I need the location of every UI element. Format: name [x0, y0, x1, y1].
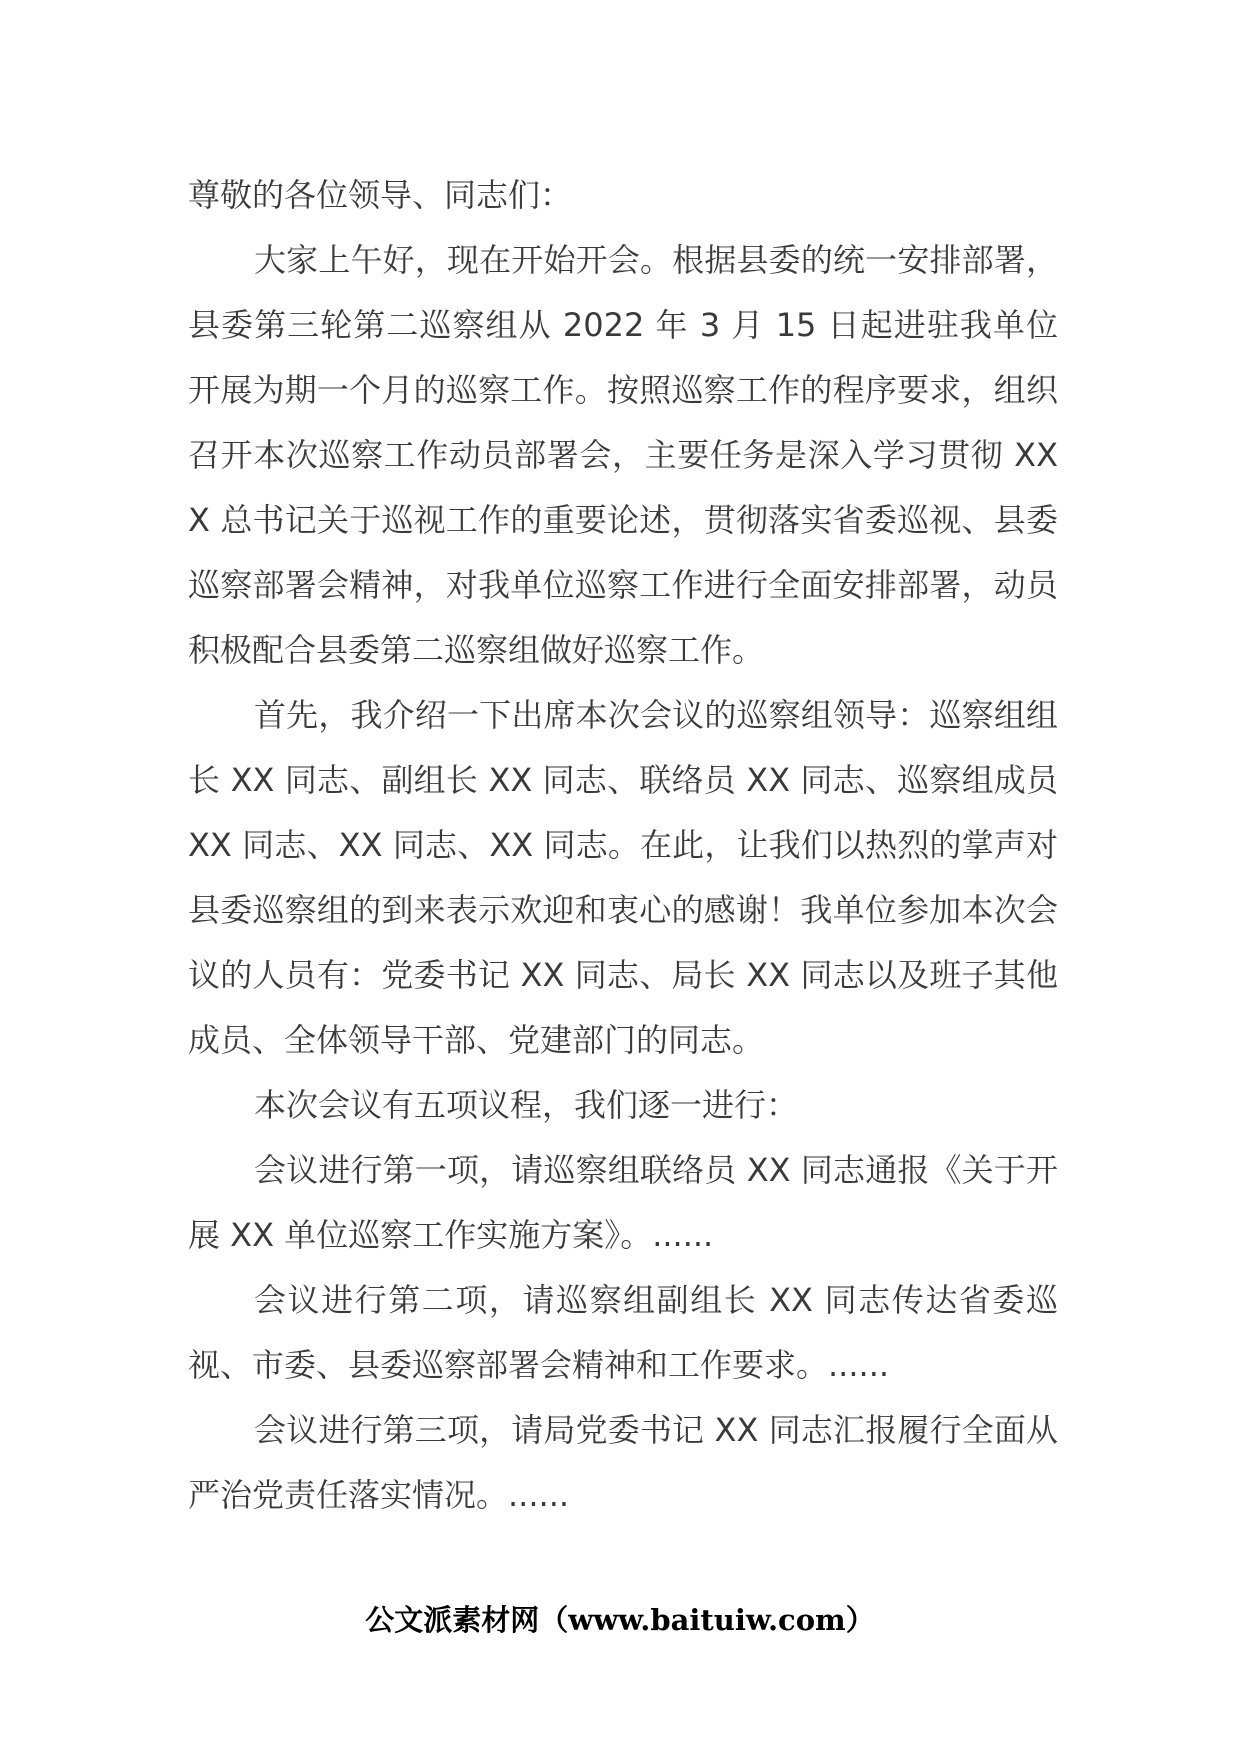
paragraph-agenda-item-2: 会议进行第二项，请巡察组副组长 XX 同志传达省委巡视、市委、县委巡察部署会精神和工作要求。...... — [188, 1281, 1058, 1384]
paragraph-agenda-item-3: 会议进行第三项，请局党委书记 XX 同志汇报履行全面从严治党责任落实情况。...... — [188, 1411, 1058, 1514]
paragraph-agenda-intro: 本次会议有五项议程，我们逐一进行： — [254, 1086, 799, 1124]
paragraph-opening: 大家上午好，现在开始开会。根据县委的统一安排部署，县委第三轮第二巡察组从 2022 年 3 月 15 日起进驻我单位开展为期一个月的巡察工作。按照巡察工作的程序要求，组织召开本次巡察工作动员部署会，主要任务是深入学习贯彻 XXX 总书记关于巡视工作的重要论述，贯彻落实省委巡视、县委巡察部署会精神，对我单位巡察工作进行全面安排部署，动员积极配合县委第二巡察组做好巡察工作。 — [188, 241, 1058, 669]
footer-watermark: 公文派素材网（www.baituiw.com） — [365, 1603, 875, 1637]
paragraph-agenda-item-1: 会议进行第一项，请巡察组联络员 XX 同志通报《关于开展 XX 单位巡察工作实施方案》。...... — [188, 1151, 1058, 1254]
document-body — [188, 163, 1058, 1528]
salutation: 尊敬的各位领导、同志们： — [188, 176, 573, 214]
paragraph-introductions: 首先，我介绍一下出席本次会议的巡察组领导：巡察组组长 XX 同志、副组长 XX 同志、联络员 XX 同志、巡察组成员 XX 同志、XX 同志、XX 同志。在此，让我们以热烈的掌声对县委巡察组的到来表示欢迎和衷心的感谢！我单位参加本次会议的人员有：党委书记 XX 同志、局长 XX 同志以及班子其他成员、全体领导干部、党建部门的同志。 — [188, 696, 1058, 1059]
